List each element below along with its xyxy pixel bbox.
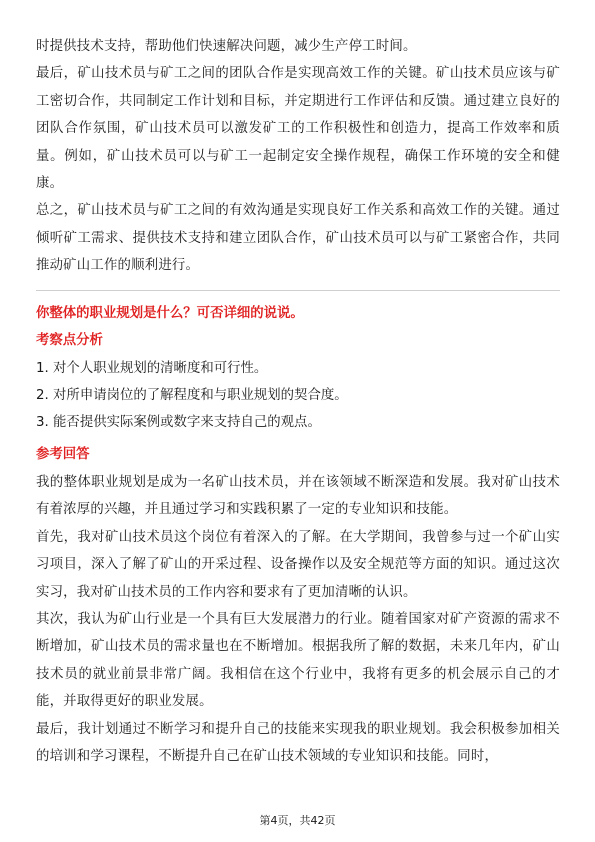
analysis-item: 2. 对所申请岗位的了解程度和与职业规划的契合度。 [36, 388, 348, 404]
question-title: 你整体的职业规划是什么？可否详细的说说。 [36, 305, 304, 321]
answer-heading: 参考回答 [36, 446, 90, 462]
answer-paragraph: 首先，我对矿山技术员这个岗位有着深入的了解。在大学期间，我曾参与过一个矿山实习项目，深入了解了矿山的开采过程、设备操作以及安全规范等方面的知识。通过这次实习，我对矿山技术员的工作内容和要求有了更加清晰的认识。 [36, 529, 560, 600]
answer-paragraph: 我的整体职业规划是成为一名矿山技术员，并在该领域不断深造和发展。我对矿山技术有着浓厚的兴趣，并且通过学习和实践积累了一定的专业知识和技能。 [36, 474, 560, 518]
page-number: 第4页，共42页 [259, 814, 336, 827]
analysis-heading: 考察点分析 [36, 332, 103, 348]
section-divider [36, 290, 560, 291]
analysis-list [36, 355, 560, 437]
answer-paragraph: 其次，我认为矿山行业是一个具有巨大发展潜力的行业。随着国家对矿产资源的需求不断增加，矿山技术员的需求量也在不断增加。根据我所了解的数据，未来几年内，矿山技术员的就业前景非常广阔。我相信在这个行业中，我将有更多的机会展示自己的才能，并取得更好的职业发展。 [36, 611, 560, 710]
answer-paragraph: 最后，我计划通过不断学习和提升自己的技能来实现我的职业规划。我会积极参加相关的培训和学习课程，不断提升自己在矿山技术领域的专业知识和技能。同时， [36, 721, 560, 764]
document-page [36, 33, 560, 770]
analysis-item: 3. 能否提供实际案例或数字来支持自己的观点。 [36, 415, 321, 431]
paragraph-support: 时提供技术支持，帮助他们快速解决问题，减少生产停工时间。 [36, 39, 417, 54]
paragraph-summary: 总之，矿山技术员与矿工之间的有效沟通是实现良好工作关系和高效工作的关键。通过倾听矿工需求、提供技术支持和建立团队合作，矿山技术员可以与矿工紧密合作，共同推动矿山工作的顺利进行。 [36, 203, 560, 274]
paragraph-teamwork: 最后，矿山技术员与矿工之间的团队合作是实现高效工作的关键。矿山技术员应该与矿工密切合作，共同制定工作计划和目标，并定期进行工作评估和反馈。通过建立良好的团队合作氛围，矿山技术员可以激发矿工的工作积极性和创造力，提高工作效率和质量。例如，矿山技术员可以与矿工一起制定安全操作规程，确保工作环境的安全和健康。 [36, 66, 560, 192]
analysis-item: 1. 对个人职业规划的清晰度和可行性。 [36, 360, 268, 376]
